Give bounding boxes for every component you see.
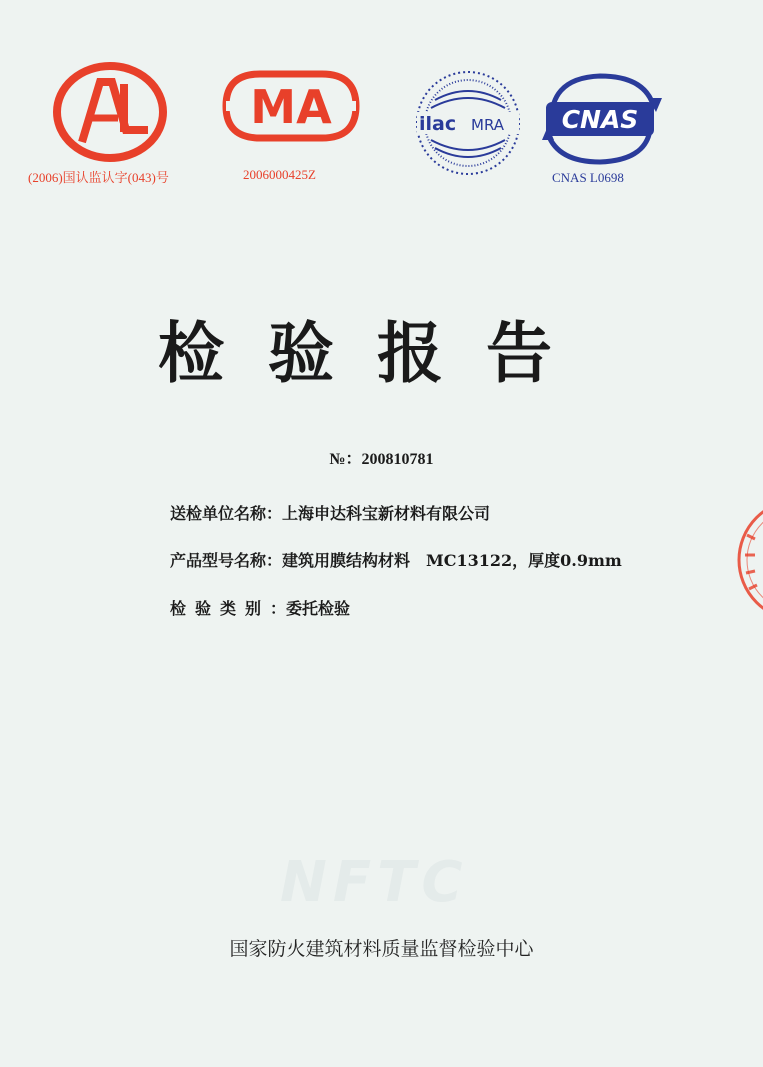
- cnas-logo: [538, 68, 662, 168]
- ilac-text: ilac: [419, 113, 457, 135]
- mra-text: MRA: [471, 116, 505, 134]
- nftc-watermark: NFTC: [280, 850, 469, 915]
- product-field: [170, 548, 622, 571]
- title-char: 报: [377, 315, 443, 392]
- cal-logo: [52, 60, 168, 164]
- title-char: 检: [158, 315, 224, 392]
- svg-text:MA: MA: [250, 80, 332, 134]
- seal-stamp: [733, 495, 763, 629]
- category-value: 委托检验: [286, 599, 351, 618]
- cnas-caption: CNAS L0698: [552, 170, 624, 185]
- client-label: 送检单位名称：: [170, 504, 283, 523]
- cma-logo: [220, 68, 362, 144]
- category-label: 检验类别: [170, 599, 271, 618]
- product-label: 产品型号名称：: [170, 551, 283, 570]
- cal-caption: (2006)国认监认字(043)号: [28, 170, 169, 185]
- page-title: [0, 300, 763, 396]
- client-value: 上海申达科宝新材料有限公司: [282, 504, 491, 523]
- client-field: [170, 501, 490, 524]
- title-char: 告: [486, 315, 552, 392]
- cnas-text: CNAS: [561, 105, 639, 134]
- category-field: [170, 596, 350, 619]
- report-number: №：200810781: [329, 451, 434, 468]
- title-char: 验: [268, 315, 334, 392]
- issuing-organization: 国家防火建筑材料质量监督检验中心: [229, 938, 534, 960]
- ilac-mra-logo: [413, 68, 523, 178]
- cma-caption: 2006000425Z: [243, 167, 316, 182]
- category-colon: ：: [270, 599, 287, 618]
- product-value: 建筑用膜结构材料 MC13122，厚度0.9mm: [282, 551, 622, 570]
